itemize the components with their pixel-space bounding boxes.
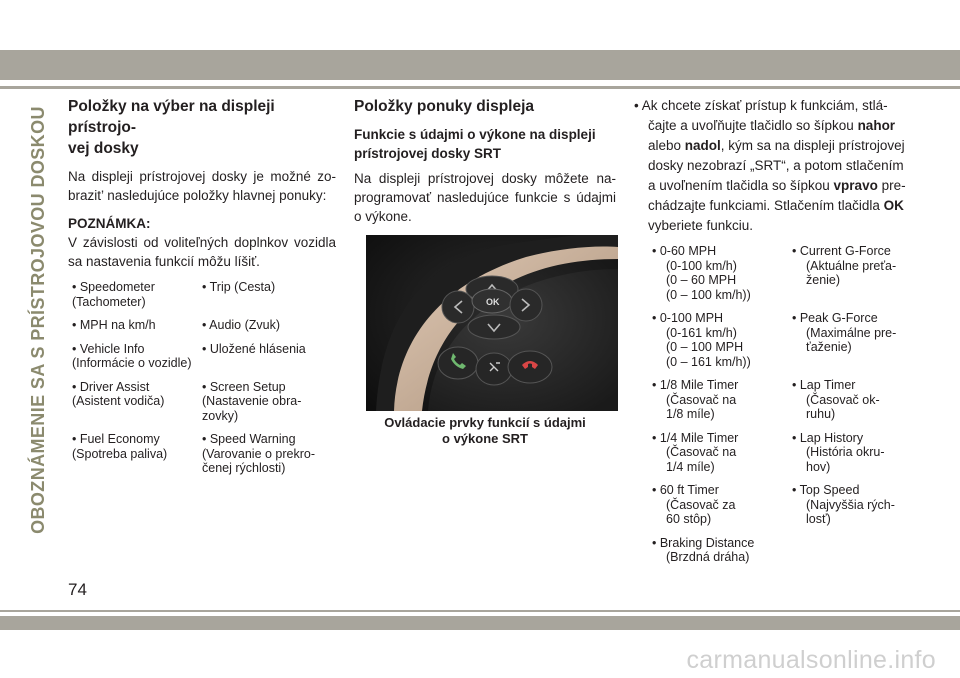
list-item — [792, 311, 922, 369]
list-item-line: 1/8 míle) — [666, 407, 715, 421]
list-item — [68, 318, 196, 333]
header-rule — [0, 86, 960, 89]
list-item-line: (Spotreba paliva) — [72, 446, 168, 461]
list-item-line: zovky) — [202, 408, 239, 423]
side-chapter-title: OBOZNÁMENIE SA S PRÍSTROJOVOU DOSKOU — [28, 106, 48, 534]
list-item — [792, 483, 922, 527]
list-item — [792, 378, 922, 422]
list-item — [792, 244, 922, 302]
list-item-line: • Speedometer — [72, 280, 155, 294]
column-middle — [354, 96, 616, 447]
list-item-line: • Lap History — [792, 430, 864, 445]
list-item-line: • Current G-Force — [792, 244, 891, 258]
list-item-line: 1/4 míle) — [666, 459, 715, 474]
list-item — [198, 432, 330, 476]
note-label: POZNÁMKA: — [68, 216, 151, 231]
list-item-line: • 60 ft Timer — [652, 483, 719, 497]
access-instructions — [634, 96, 910, 236]
list-item-line: (Aktuálne preťa- — [806, 258, 897, 273]
heading-line: Položky na výber na displeji prístrojo- — [68, 98, 275, 136]
footer-rule — [0, 610, 960, 612]
list-item — [652, 483, 788, 527]
text-run: pre-chádzajte funkciami. Stlačením tlačidla — [648, 178, 906, 213]
text-run: vyberiete funkciu. — [648, 218, 754, 233]
list-item — [68, 380, 196, 424]
list-item-line: • Lap Timer — [792, 378, 856, 392]
list-item-line: • Driver Assist — [72, 379, 150, 394]
list-item-line: (0 – 100 MPH — [666, 340, 744, 354]
caption-line: o výkone SRT — [442, 431, 528, 446]
list-item — [198, 318, 330, 333]
list-item-line: • Peak G-Force — [792, 311, 878, 325]
text-run: , kým sa na displeji prístrojovej dosky nezobrazí „SRT“, a potom stlačením a uvoľnením tlačidla so šípkou — [648, 138, 905, 193]
list-item-line: (Časovač na — [666, 445, 737, 459]
list-item-line: • Top Speed — [792, 483, 860, 497]
text-run: • Ak chcete získať prístup k funkciám, stlá-čajte a uvoľňujte tlačidlo so šípkou — [634, 98, 888, 133]
list-item-line: • Trip (Cesta) — [202, 280, 276, 294]
list-item-line: • Fuel Economy — [72, 432, 160, 446]
list-item — [68, 342, 196, 371]
heading-line: vej dosky — [68, 140, 139, 157]
list-item-line: (0 – 100 km/h)) — [666, 287, 751, 302]
list-item-line: • Uložené hlásenia — [202, 341, 306, 356]
list-item — [68, 280, 196, 309]
page-number: 74 — [68, 580, 87, 599]
list-item-line: (Časovač za — [666, 497, 736, 512]
list-item-line: ruhu) — [806, 407, 836, 421]
list-item-line: (Tachometer) — [72, 294, 146, 309]
note-text: V závislosti od voliteľných doplnkov vozidla sa nastavenia funkcií môžu líšiť. — [68, 235, 336, 269]
list-item-line: losť) — [806, 512, 831, 526]
footer-band — [0, 616, 960, 630]
list-item — [652, 536, 788, 565]
list-item-line: (0 – 161 km/h)) — [666, 354, 751, 369]
list-item-line: ženie) — [806, 273, 841, 287]
emphasis-ok: OK — [883, 198, 904, 213]
list-item-line: (Asistent vodiča) — [72, 394, 165, 408]
text-run: alebo — [648, 138, 685, 153]
emphasis-down: nadol — [684, 138, 721, 153]
list-item-line: (Najvyššia rých- — [806, 497, 895, 512]
list-item — [68, 432, 196, 476]
list-item-line: (História okru- — [806, 445, 885, 459]
list-item-line: • Braking Distance — [652, 535, 755, 550]
list-item-line: (Brzdná dráha) — [666, 550, 750, 564]
list-item-line: (Časovač ok- — [806, 392, 880, 407]
list-item — [792, 431, 922, 475]
list-item-line: (Varovanie o prekro- — [202, 446, 316, 461]
caption-line: Ovládacie prvky funkcií s údajmi — [384, 415, 586, 430]
list-item — [198, 342, 330, 371]
photo-caption — [354, 415, 616, 447]
list-item-line: • Screen Setup — [202, 379, 286, 394]
list-item-line: • Speed Warning — [202, 432, 296, 446]
list-item-line: (0-161 km/h) — [666, 325, 737, 340]
list-item-line: čenej rýchlosti) — [202, 461, 286, 475]
list-item — [652, 311, 788, 369]
list-item-line: (Časovač na — [666, 392, 737, 407]
list-item-line: (Nastavenie obra- — [202, 394, 302, 408]
column-left — [68, 96, 336, 476]
list-item — [652, 244, 788, 302]
emphasis-right: vpravo — [833, 178, 878, 193]
watermark: carmanualsonline.info — [686, 646, 936, 674]
list-item-line: (0-100 km/h) — [666, 258, 737, 273]
list-item-line: • Audio (Zvuk) — [202, 318, 281, 332]
list-item-line: • 1/4 Mile Timer — [652, 430, 739, 445]
subheading-line: Funkcie s údajmi o výkone na displeji — [354, 127, 596, 142]
list-item-line: (Maximálne pre- — [806, 325, 897, 340]
list-item — [198, 280, 330, 309]
list-item-line: • 0-100 MPH — [652, 311, 724, 325]
list-item-line: • Vehicle Info — [72, 341, 145, 356]
section-heading — [68, 96, 336, 159]
steering-wheel-photo — [366, 235, 618, 411]
section-heading: Položky ponuky displeja — [354, 98, 535, 115]
list-item-line: • 1/8 Mile Timer — [652, 378, 739, 392]
intro-paragraph: Na displeji prístrojovej dosky je možné zo-brazit’ nasledujúce položky hlavnej ponuky: — [68, 169, 336, 203]
intro-paragraph: Na displeji prístrojovej dosky môžete na-programovať nasledujúce funkcie s údajmi o výkone. — [354, 171, 616, 224]
list-item — [652, 378, 788, 422]
emphasis-up: nahor — [857, 118, 896, 133]
list-item — [652, 431, 788, 475]
column-right — [634, 96, 910, 565]
list-item-line: (0 – 60 MPH — [666, 273, 737, 287]
list-item-line: • 0-60 MPH — [652, 244, 717, 258]
list-item-line: ťaženie) — [806, 340, 852, 354]
steering-wheel-controls-illustration — [366, 235, 618, 411]
ok-button-label: OK — [486, 297, 500, 307]
menu-items-list — [68, 280, 336, 476]
list-item-line: (Informácie o vozidle) — [72, 356, 192, 370]
list-item — [198, 380, 330, 424]
list-item-line: • MPH na km/h — [72, 318, 156, 332]
list-item-line: hov) — [806, 459, 831, 474]
list-item-line: 60 stôp) — [666, 512, 712, 526]
header-band — [0, 50, 960, 80]
srt-functions-list — [634, 244, 910, 565]
subheading-line: prístrojovej dosky SRT — [354, 146, 502, 161]
subsection-heading — [354, 125, 616, 163]
